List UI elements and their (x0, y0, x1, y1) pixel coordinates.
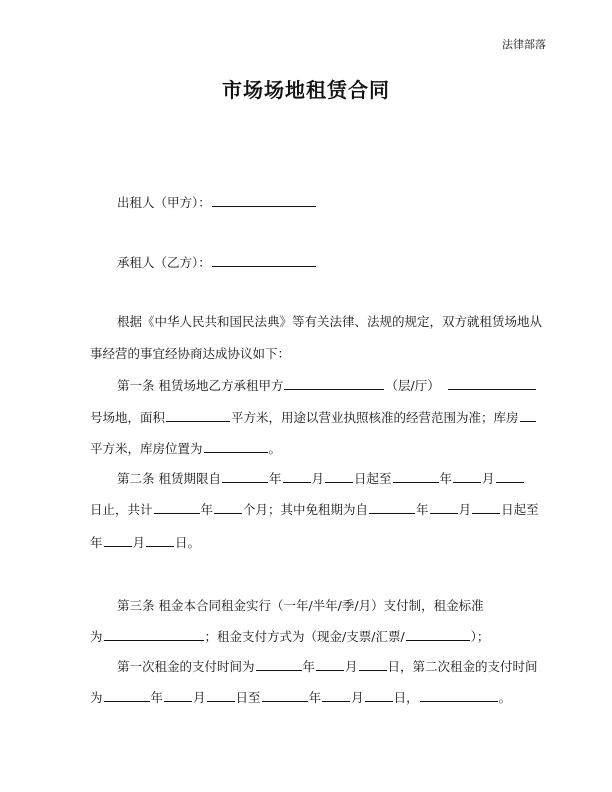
article-2-line-3 (90, 534, 200, 551)
text: 日起至 (501, 502, 539, 517)
blank[interactable] (154, 501, 200, 514)
text: 年 (90, 535, 103, 550)
blank[interactable] (256, 658, 302, 671)
blank[interactable] (207, 689, 235, 702)
text: 为 (90, 690, 103, 705)
text: 第一条 租赁场地乙方承租甲方 (117, 378, 284, 393)
lessee-blank[interactable] (212, 254, 316, 267)
text: 个月；其中免租期为自 (243, 502, 369, 517)
blank[interactable] (365, 689, 393, 702)
text: 年 (439, 471, 453, 486)
blank[interactable] (316, 658, 344, 671)
lessor-line (117, 194, 317, 211)
text: 日， (393, 690, 419, 705)
text: 月 (458, 502, 472, 517)
text: 年 (302, 659, 316, 674)
text: 月 (311, 471, 325, 486)
text: 平方米，用途以营业执照核准的经营范围为准；库房 (231, 410, 519, 425)
lessee-label: 承租人（乙方）： (117, 255, 211, 270)
blank[interactable] (325, 470, 353, 483)
text: （层/厅） (385, 378, 440, 393)
blank[interactable] (406, 628, 470, 641)
article-3-line-1: 第三条 租金本合同租金实行（一年/半年/季/月）支付制，租金标准 (117, 598, 484, 613)
blank[interactable] (262, 689, 308, 702)
blank[interactable] (359, 658, 387, 671)
lessee-line (117, 254, 317, 271)
blank[interactable] (453, 470, 481, 483)
text: 月 (132, 535, 146, 550)
lessor-blank[interactable] (212, 194, 316, 207)
text: 月 (193, 690, 206, 705)
text: ；租金支付方式为（现金/支票/汇票/ (204, 629, 405, 644)
blank[interactable] (166, 409, 230, 422)
lessor-label: 出租人（甲方）： (117, 195, 211, 210)
text: 年 (268, 471, 282, 486)
article-1-line-1 (117, 377, 537, 394)
blank[interactable] (472, 501, 500, 514)
text: 年 (308, 690, 322, 705)
text: 年 (416, 502, 429, 517)
text: 日起至 (354, 471, 392, 486)
blank[interactable] (104, 534, 132, 547)
text: 。 (498, 690, 512, 705)
text: 平方米，库房位置为 (90, 441, 203, 456)
text: 日至 (235, 690, 261, 705)
text: 。 (268, 441, 282, 456)
blank[interactable] (369, 501, 415, 514)
text: 年 (200, 502, 214, 517)
intro-line-1: 根据《中华人民共和国民法典》等有关法律、法规的规定，双方就租赁场地从 (117, 314, 543, 329)
blank[interactable] (104, 689, 150, 702)
text: 为 (90, 629, 103, 644)
text: 年 (150, 690, 164, 705)
text: 月 (482, 471, 495, 486)
blank[interactable] (283, 470, 311, 483)
blank[interactable] (104, 628, 204, 641)
text: 日止，共计 (90, 502, 153, 517)
blank[interactable] (204, 440, 268, 453)
article-1-line-2 (90, 409, 537, 426)
blank[interactable] (164, 689, 192, 702)
text: 号场地，面积 (90, 410, 166, 425)
blank[interactable] (222, 470, 268, 483)
blank[interactable] (420, 689, 498, 702)
text: 月 (345, 659, 358, 674)
article-1-line-3 (90, 440, 281, 457)
blank[interactable] (393, 470, 439, 483)
header-source: 法律部落 (502, 38, 546, 51)
blank[interactable] (448, 377, 536, 390)
text: 第一次租金的支付时间为 (117, 659, 255, 674)
text: 日。 (175, 535, 201, 550)
article-3-line-4 (90, 689, 511, 706)
article-2-line-2 (90, 501, 539, 518)
blank[interactable] (214, 501, 242, 514)
text: 第二条 租赁期限自 (117, 471, 221, 486)
text: 月 (351, 690, 364, 705)
blank[interactable] (430, 501, 458, 514)
blank[interactable] (520, 409, 536, 422)
article-3-line-3 (117, 658, 538, 675)
document-title: 市场场地租赁合同 (222, 78, 390, 102)
text: ）； (470, 629, 490, 644)
intro-line-2: 事经营的事宜经协商达成协议如下： (90, 346, 291, 361)
article-3-line-2 (90, 628, 489, 645)
text: 日，第二次租金的支付时间 (387, 659, 538, 674)
blank[interactable] (496, 470, 524, 483)
blank[interactable] (284, 377, 384, 390)
blank[interactable] (146, 534, 174, 547)
blank[interactable] (322, 689, 350, 702)
article-2-line-1 (117, 470, 525, 487)
